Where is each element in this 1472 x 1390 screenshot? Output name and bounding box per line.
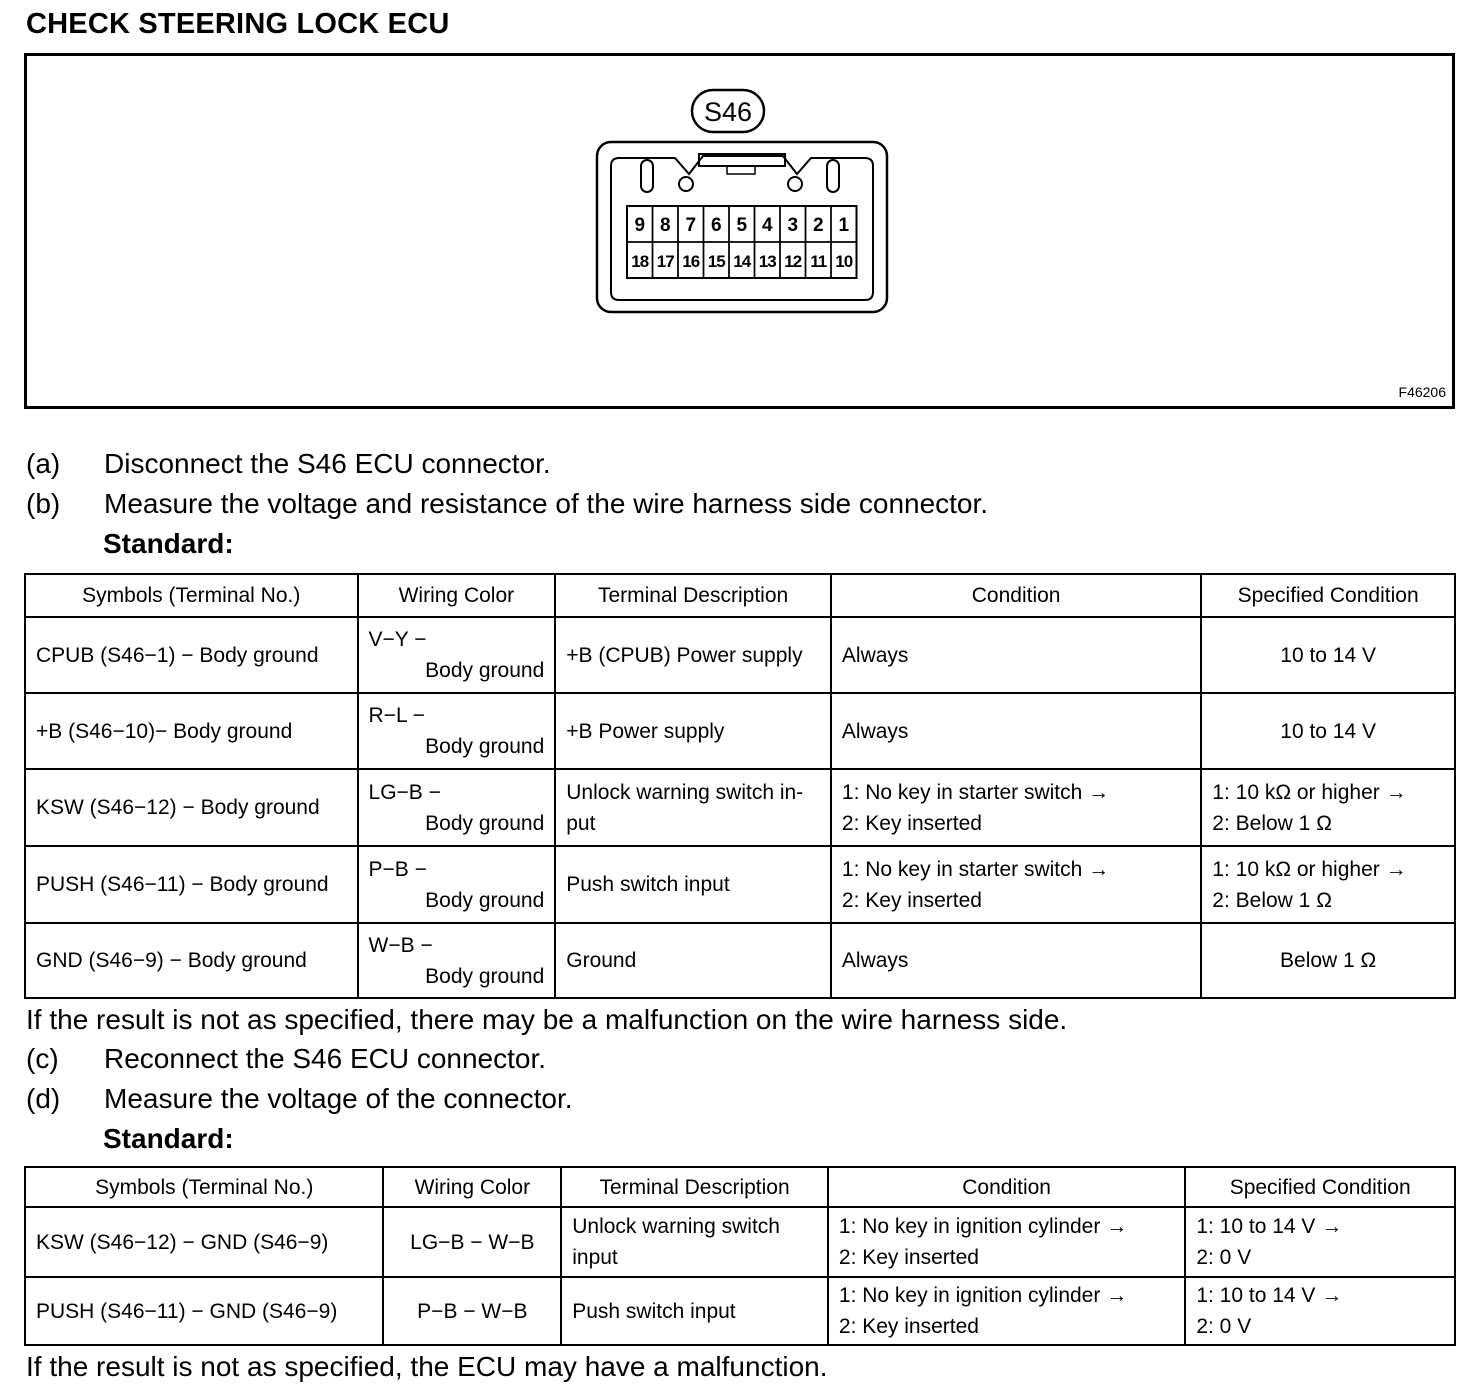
condition-cell: 1: No key in ignition cylinder → 2: Key inserted bbox=[828, 1207, 1185, 1277]
column-header: Condition bbox=[831, 574, 1201, 617]
condition-cell: 1: No key in starter switch → 2: Key inserted bbox=[831, 769, 1201, 846]
table-row bbox=[25, 846, 1455, 923]
column-header: Specified Condition bbox=[1201, 574, 1455, 617]
pin-number: 13 bbox=[758, 252, 776, 271]
step-text: Reconnect the S46 ECU connector. bbox=[104, 1043, 547, 1074]
pin-number: 16 bbox=[682, 252, 700, 271]
standard-table-1 bbox=[24, 573, 1456, 999]
step-label: (d) bbox=[26, 1083, 61, 1114]
pin-number: 17 bbox=[656, 252, 674, 271]
column-header: Terminal Description bbox=[561, 1167, 828, 1207]
description-cell: Unlock warning switch input bbox=[561, 1207, 828, 1277]
pin-number: 1 bbox=[838, 215, 850, 236]
table-row bbox=[25, 923, 1455, 998]
wiring-color-cell: P−B − Body ground bbox=[358, 846, 556, 923]
description-cell: Push switch input bbox=[555, 846, 831, 923]
pin-number: 5 bbox=[736, 215, 748, 236]
table-header-row bbox=[25, 574, 1455, 617]
pin-number: 14 bbox=[733, 252, 751, 271]
page-title: CHECK STEERING LOCK ECU bbox=[26, 8, 450, 40]
pin-number: 7 bbox=[685, 215, 697, 236]
symbol-cell: PUSH (S46−11) − GND (S46−9) bbox=[25, 1277, 383, 1345]
table-row bbox=[25, 617, 1455, 693]
pin-number: 12 bbox=[784, 252, 802, 271]
symbol-cell: KSW (S46−12) − Body ground bbox=[25, 769, 358, 846]
column-header: Condition bbox=[828, 1167, 1185, 1207]
description-cell: Ground bbox=[555, 923, 831, 998]
specified-condition-cell: 1: 10 to 14 V → 2: 0 V bbox=[1185, 1207, 1455, 1277]
step-text: Measure the voltage of the connector. bbox=[104, 1083, 573, 1114]
column-header: Symbols (Terminal No.) bbox=[25, 574, 358, 617]
pin-number: 10 bbox=[835, 252, 853, 271]
wiring-color-cell: P−B − W−B bbox=[383, 1277, 561, 1345]
column-header: Specified Condition bbox=[1185, 1167, 1455, 1207]
pin-number: 3 bbox=[787, 215, 799, 236]
connector-label: S46 bbox=[703, 97, 753, 127]
column-header: Wiring Color bbox=[358, 574, 556, 617]
condition-cell: 1: No key in starter switch → 2: Key inserted bbox=[831, 846, 1201, 923]
specified-condition-cell: 10 to 14 V bbox=[1201, 617, 1455, 693]
specified-condition-cell: 1: 10 kΩ or higher → 2: Below 1 Ω bbox=[1201, 769, 1455, 846]
description-cell: +B Power supply bbox=[555, 693, 831, 769]
symbol-cell: +B (S46−10)− Body ground bbox=[25, 693, 358, 769]
symbol-cell: KSW (S46−12) − GND (S46−9) bbox=[25, 1207, 383, 1277]
specified-condition-cell: 1: 10 kΩ or higher → 2: Below 1 Ω bbox=[1201, 846, 1455, 923]
pin-number: 18 bbox=[631, 252, 649, 271]
step-text: Disconnect the S46 ECU connector. bbox=[104, 448, 551, 479]
table-row bbox=[25, 693, 1455, 769]
column-header: Symbols (Terminal No.) bbox=[25, 1167, 383, 1207]
step-text: Measure the voltage and resistance of the wire harness side connector. bbox=[104, 488, 989, 519]
table-row bbox=[25, 1207, 1455, 1277]
note-ecu: If the result is not as specified, the ECU may have a malfunction. bbox=[26, 1351, 828, 1382]
wiring-color-cell: W−B − Body ground bbox=[358, 923, 556, 998]
description-cell: Unlock warning switch in- put bbox=[555, 769, 831, 846]
specified-condition-cell: 1: 10 to 14 V → 2: 0 V bbox=[1185, 1277, 1455, 1345]
condition-cell: Always bbox=[831, 923, 1201, 998]
pin-number: 6 bbox=[710, 215, 722, 236]
condition-cell: Always bbox=[831, 617, 1201, 693]
table-row bbox=[25, 1277, 1455, 1345]
connector-figure bbox=[24, 53, 1455, 409]
description-cell: Push switch input bbox=[561, 1277, 828, 1345]
pin-number: 15 bbox=[707, 252, 725, 271]
pin-number: 11 bbox=[810, 252, 827, 271]
step-label: (c) bbox=[26, 1043, 59, 1074]
table-row bbox=[25, 769, 1455, 846]
column-header: Wiring Color bbox=[383, 1167, 561, 1207]
description-cell: +B (CPUB) Power supply bbox=[555, 617, 831, 693]
symbol-cell: GND (S46−9) − Body ground bbox=[25, 923, 358, 998]
step-label: (a) bbox=[26, 448, 61, 479]
symbol-cell: CPUB (S46−1) − Body ground bbox=[25, 617, 358, 693]
pin-number: 2 bbox=[812, 215, 824, 236]
symbol-cell: PUSH (S46−11) − Body ground bbox=[25, 846, 358, 923]
pin-number: 9 bbox=[634, 215, 646, 236]
wiring-color-cell: V−Y − Body ground bbox=[358, 617, 556, 693]
standard-table-2 bbox=[24, 1166, 1456, 1346]
table-header-row bbox=[25, 1167, 1455, 1207]
figure-code: F46206 bbox=[1398, 384, 1446, 400]
pin-number: 8 bbox=[659, 215, 671, 236]
wiring-color-cell: LG−B − Body ground bbox=[358, 769, 556, 846]
pin-number: 4 bbox=[761, 215, 773, 236]
condition-cell: Always bbox=[831, 693, 1201, 769]
step-label: (b) bbox=[26, 488, 61, 519]
note-wire-harness: If the result is not as specified, there may be a malfunction on the wire harness side. bbox=[26, 1004, 1068, 1035]
condition-cell: 1: No key in ignition cylinder → 2: Key inserted bbox=[828, 1277, 1185, 1345]
specified-condition-cell: Below 1 Ω bbox=[1201, 923, 1455, 998]
wiring-color-cell: R−L − Body ground bbox=[358, 693, 556, 769]
pin-grid bbox=[627, 206, 857, 278]
specified-condition-cell: 10 to 14 V bbox=[1201, 693, 1455, 769]
wiring-color-cell: LG−B − W−B bbox=[383, 1207, 561, 1277]
connector-diagram bbox=[27, 56, 1452, 406]
standard-label: Standard: bbox=[103, 1123, 234, 1154]
column-header: Terminal Description bbox=[555, 574, 831, 617]
standard-label: Standard: bbox=[103, 528, 234, 559]
